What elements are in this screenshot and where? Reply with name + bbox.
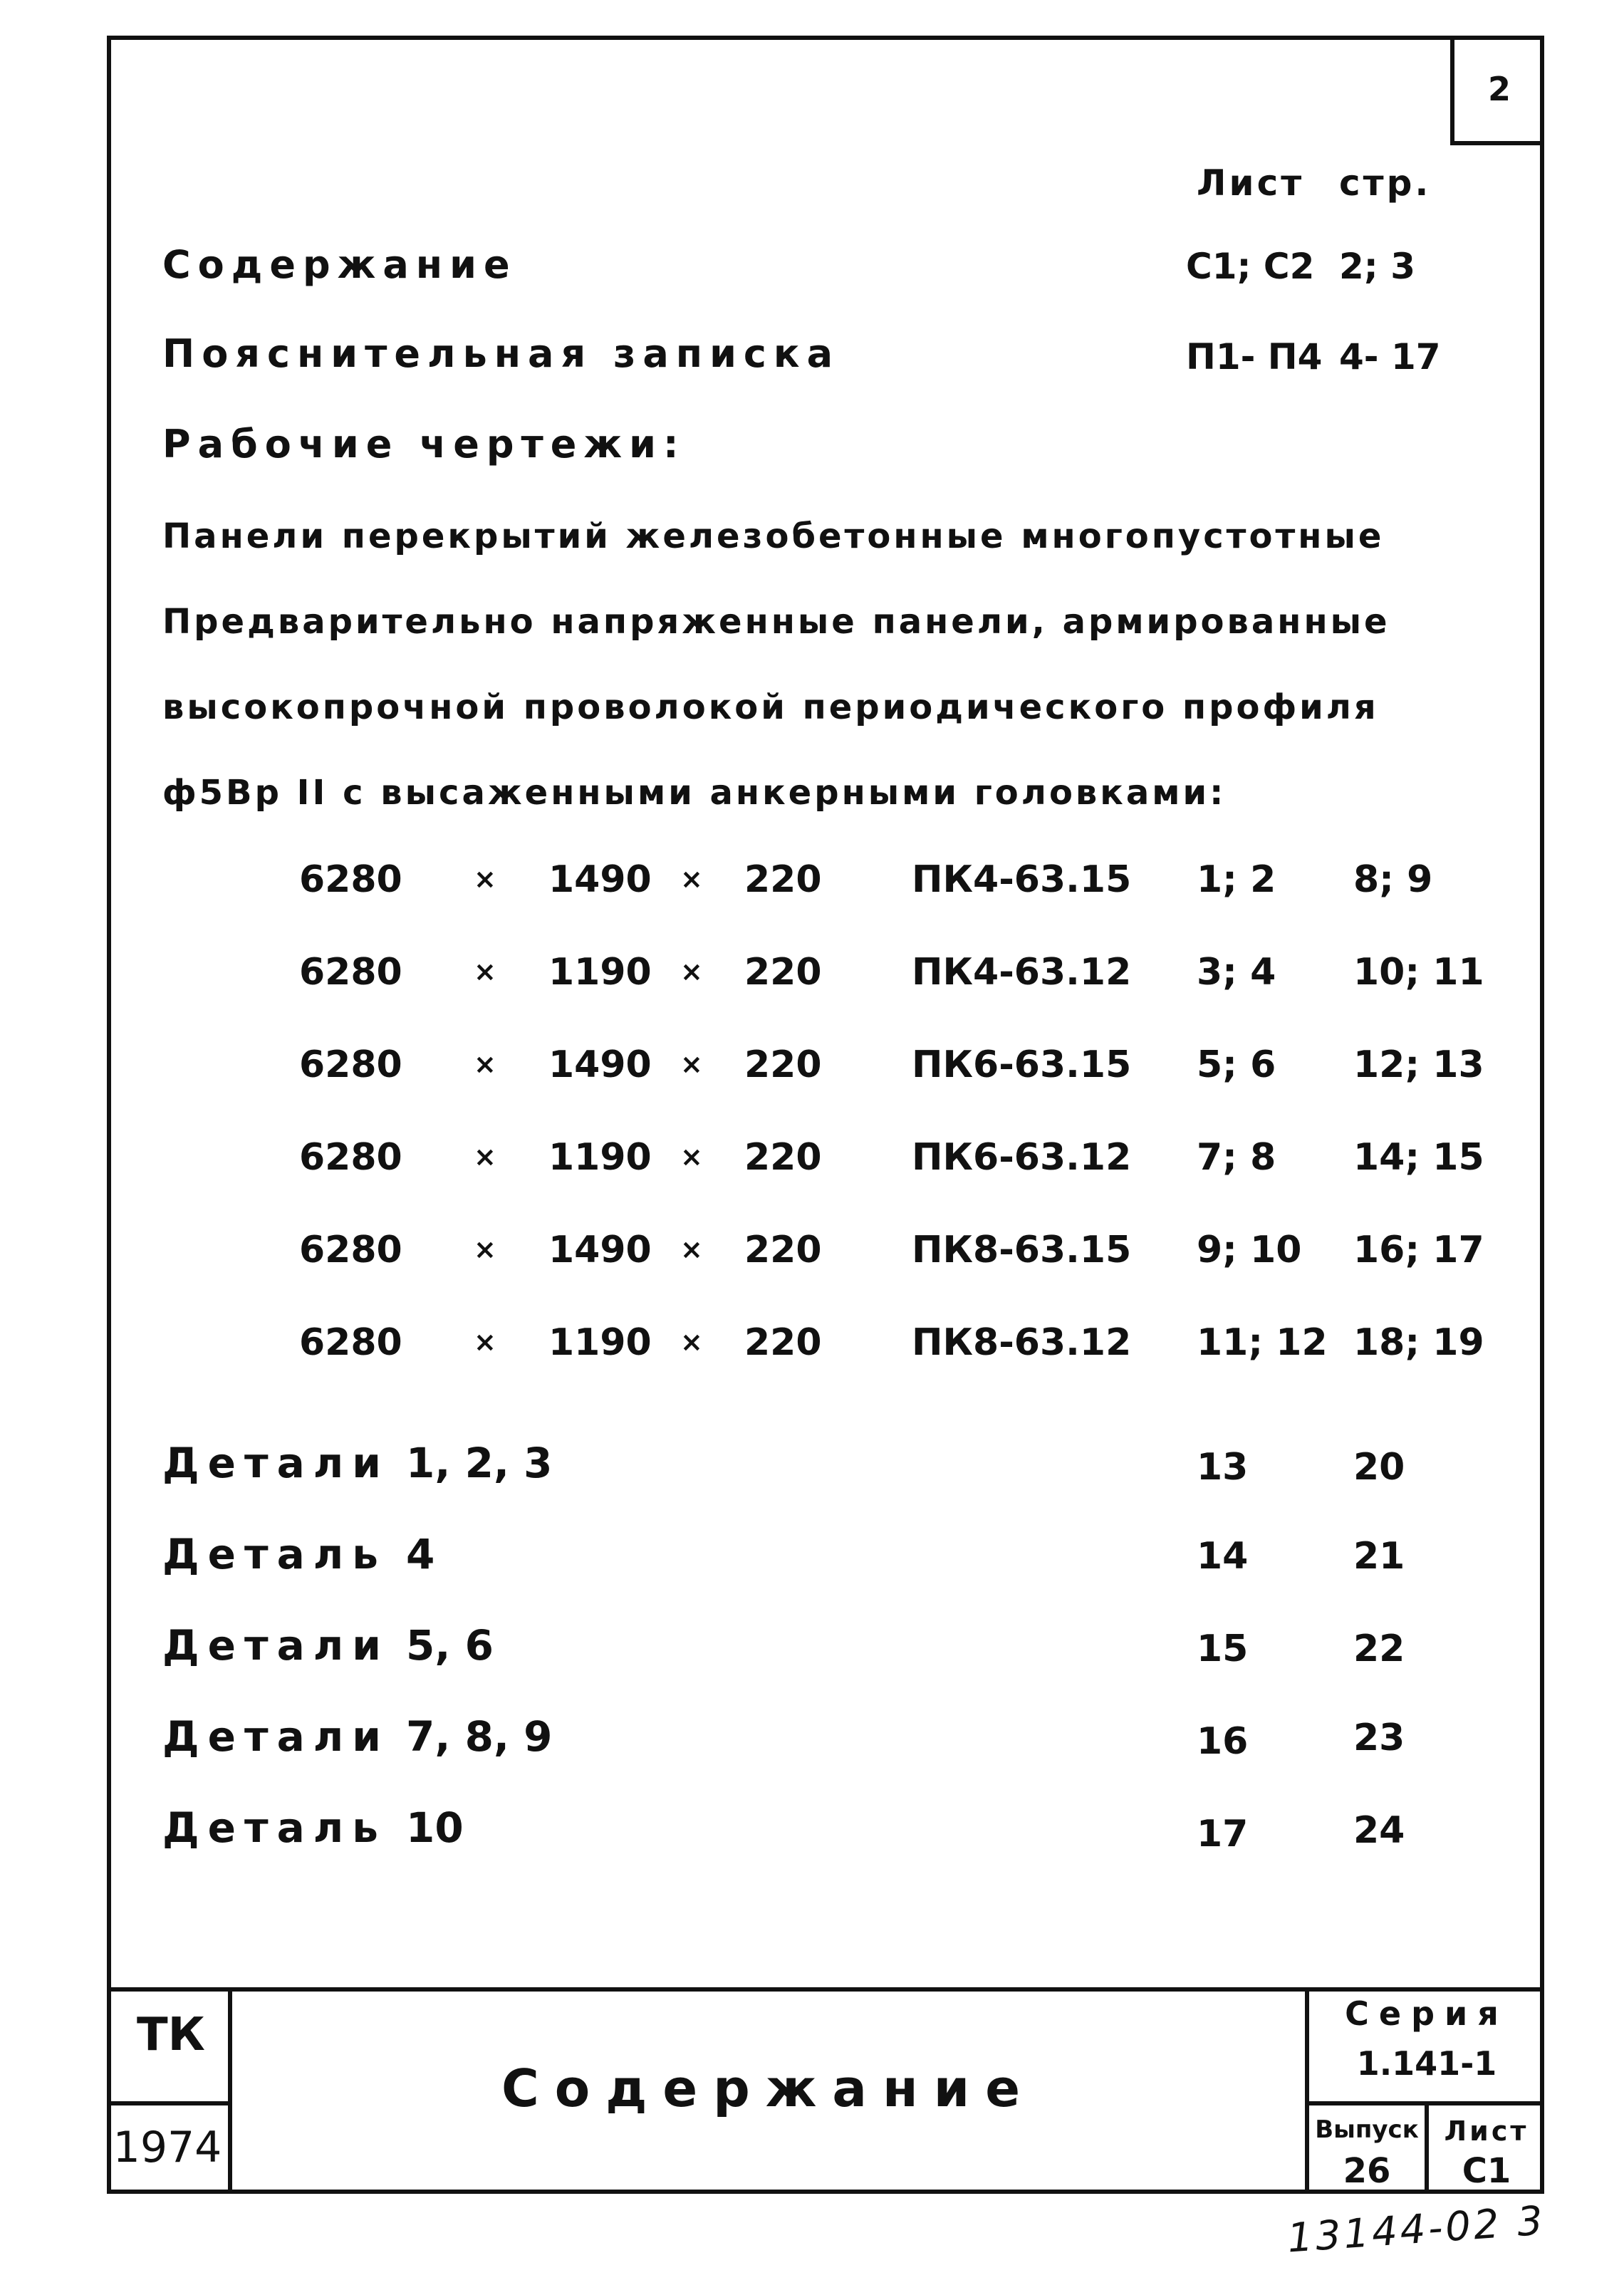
times-sign: × bbox=[474, 1326, 496, 1358]
description-line: ф5Вр II с высаженными анкерными головками: bbox=[162, 773, 1227, 813]
detail-page: 23 bbox=[1353, 1717, 1405, 1759]
toc-item-title: Содержание bbox=[162, 242, 517, 287]
panel-code: ПК8-63.15 bbox=[912, 1229, 1132, 1271]
times-sign: × bbox=[680, 956, 703, 987]
detail-label: Деталь bbox=[162, 1530, 387, 1578]
panel-width: 1190 bbox=[548, 1136, 652, 1179]
panel-width: 1490 bbox=[548, 858, 652, 901]
detail-numbers: 10 bbox=[406, 1803, 464, 1852]
panel-length: 6280 bbox=[299, 1321, 402, 1364]
sheet-title: Содержание bbox=[501, 2058, 1036, 2118]
detail-sheet: 16 bbox=[1197, 1720, 1249, 1763]
detail-page: 24 bbox=[1353, 1809, 1405, 1852]
panel-height: 220 bbox=[744, 951, 822, 994]
description-line: Панели перекрытий железобетонные многопустотные bbox=[162, 516, 1385, 556]
panel-page: 18; 19 bbox=[1353, 1321, 1484, 1364]
sheet-value: С1 bbox=[1462, 2151, 1511, 2191]
detail-page: 21 bbox=[1353, 1535, 1405, 1578]
description-line: высокопрочной проволокой периодического профиля bbox=[162, 687, 1379, 727]
archive-stamp: 13144-02 3 bbox=[1286, 2197, 1547, 2262]
panel-sheet: 5; 6 bbox=[1197, 1043, 1276, 1086]
times-sign: × bbox=[680, 863, 703, 895]
detail-numbers: 7, 8, 9 bbox=[406, 1712, 553, 1761]
panel-page: 8; 9 bbox=[1353, 858, 1433, 901]
panel-width: 1190 bbox=[548, 1321, 652, 1364]
title-block-divider bbox=[1305, 2101, 1544, 2105]
panel-page: 10; 11 bbox=[1353, 951, 1484, 994]
toc-item-sheet: П1- П4 bbox=[1186, 336, 1323, 378]
series-value: 1.141-1 bbox=[1356, 2044, 1497, 2083]
panel-length: 6280 bbox=[299, 1229, 402, 1271]
panel-sheet: 3; 4 bbox=[1197, 951, 1276, 994]
panel-page: 12; 13 bbox=[1353, 1043, 1484, 1086]
detail-sheet: 17 bbox=[1197, 1813, 1249, 1855]
detail-label: Детали bbox=[162, 1621, 390, 1670]
toc-item-page: 2; 3 bbox=[1339, 246, 1415, 287]
panel-height: 220 bbox=[744, 1321, 822, 1364]
panel-code: ПК8-63.12 bbox=[912, 1321, 1132, 1364]
panel-height: 220 bbox=[744, 1136, 822, 1179]
org-code: ТК bbox=[137, 2009, 205, 2061]
panel-width: 1490 bbox=[548, 1229, 652, 1271]
issue-label: Выпуск bbox=[1315, 2115, 1419, 2144]
year: 1974 bbox=[113, 2123, 222, 2172]
panel-height: 220 bbox=[744, 858, 822, 901]
panel-width: 1190 bbox=[548, 951, 652, 994]
detail-numbers: 1, 2, 3 bbox=[406, 1439, 553, 1487]
panel-length: 6280 bbox=[299, 1043, 402, 1086]
times-sign: × bbox=[474, 956, 496, 987]
toc-item-title: Рабочие чертежи: bbox=[162, 422, 686, 467]
detail-page: 22 bbox=[1353, 1628, 1405, 1670]
panel-length: 6280 bbox=[299, 858, 402, 901]
page-number: 2 bbox=[1450, 36, 1544, 145]
detail-label: Детали bbox=[162, 1712, 390, 1761]
times-sign: × bbox=[680, 1326, 703, 1358]
panel-page: 16; 17 bbox=[1353, 1229, 1484, 1271]
detail-sheet: 14 bbox=[1197, 1535, 1249, 1578]
panel-code: ПК6-63.12 bbox=[912, 1136, 1132, 1179]
detail-numbers: 5, 6 bbox=[406, 1621, 494, 1670]
toc-item-title: Пояснительная записка bbox=[162, 331, 840, 376]
times-sign: × bbox=[680, 1141, 703, 1172]
panel-sheet: 11; 12 bbox=[1197, 1321, 1328, 1364]
detail-numbers: 4 bbox=[406, 1530, 435, 1578]
panel-width: 1490 bbox=[548, 1043, 652, 1086]
panel-length: 6280 bbox=[299, 1136, 402, 1179]
panel-code: ПК4-63.15 bbox=[912, 858, 1132, 901]
detail-label: Детали bbox=[162, 1439, 390, 1487]
issue-value: 26 bbox=[1343, 2151, 1391, 2191]
detail-page: 20 bbox=[1353, 1446, 1405, 1489]
panel-length: 6280 bbox=[299, 951, 402, 994]
times-sign: × bbox=[474, 863, 496, 895]
panel-height: 220 bbox=[744, 1043, 822, 1086]
sheet-label: Лист bbox=[1444, 2115, 1529, 2147]
panel-sheet: 7; 8 bbox=[1197, 1136, 1276, 1179]
times-sign: × bbox=[474, 1234, 496, 1265]
title-block-top-border bbox=[107, 1987, 1544, 1992]
times-sign: × bbox=[680, 1234, 703, 1265]
detail-label: Деталь bbox=[162, 1803, 387, 1852]
panel-code: ПК4-63.12 bbox=[912, 951, 1132, 994]
series-label: Серия bbox=[1345, 1994, 1509, 2033]
panel-sheet: 1; 2 bbox=[1197, 858, 1276, 901]
title-block-divider bbox=[107, 2101, 228, 2105]
toc-item-sheet: С1; С2 bbox=[1186, 246, 1315, 287]
header-page: стр. bbox=[1339, 162, 1432, 204]
times-sign: × bbox=[474, 1141, 496, 1172]
panel-page: 14; 15 bbox=[1353, 1136, 1484, 1179]
times-sign: × bbox=[474, 1048, 496, 1080]
panel-code: ПК6-63.15 bbox=[912, 1043, 1132, 1086]
detail-sheet: 13 bbox=[1197, 1446, 1249, 1489]
panel-sheet: 9; 10 bbox=[1197, 1229, 1302, 1271]
times-sign: × bbox=[680, 1048, 703, 1080]
toc-item-page: 4- 17 bbox=[1339, 336, 1441, 378]
detail-sheet: 15 bbox=[1197, 1628, 1249, 1670]
panel-height: 220 bbox=[744, 1229, 822, 1271]
header-sheet: Лист bbox=[1197, 162, 1305, 204]
description-line: Предварительно напряженные панели, армированные bbox=[162, 602, 1390, 642]
